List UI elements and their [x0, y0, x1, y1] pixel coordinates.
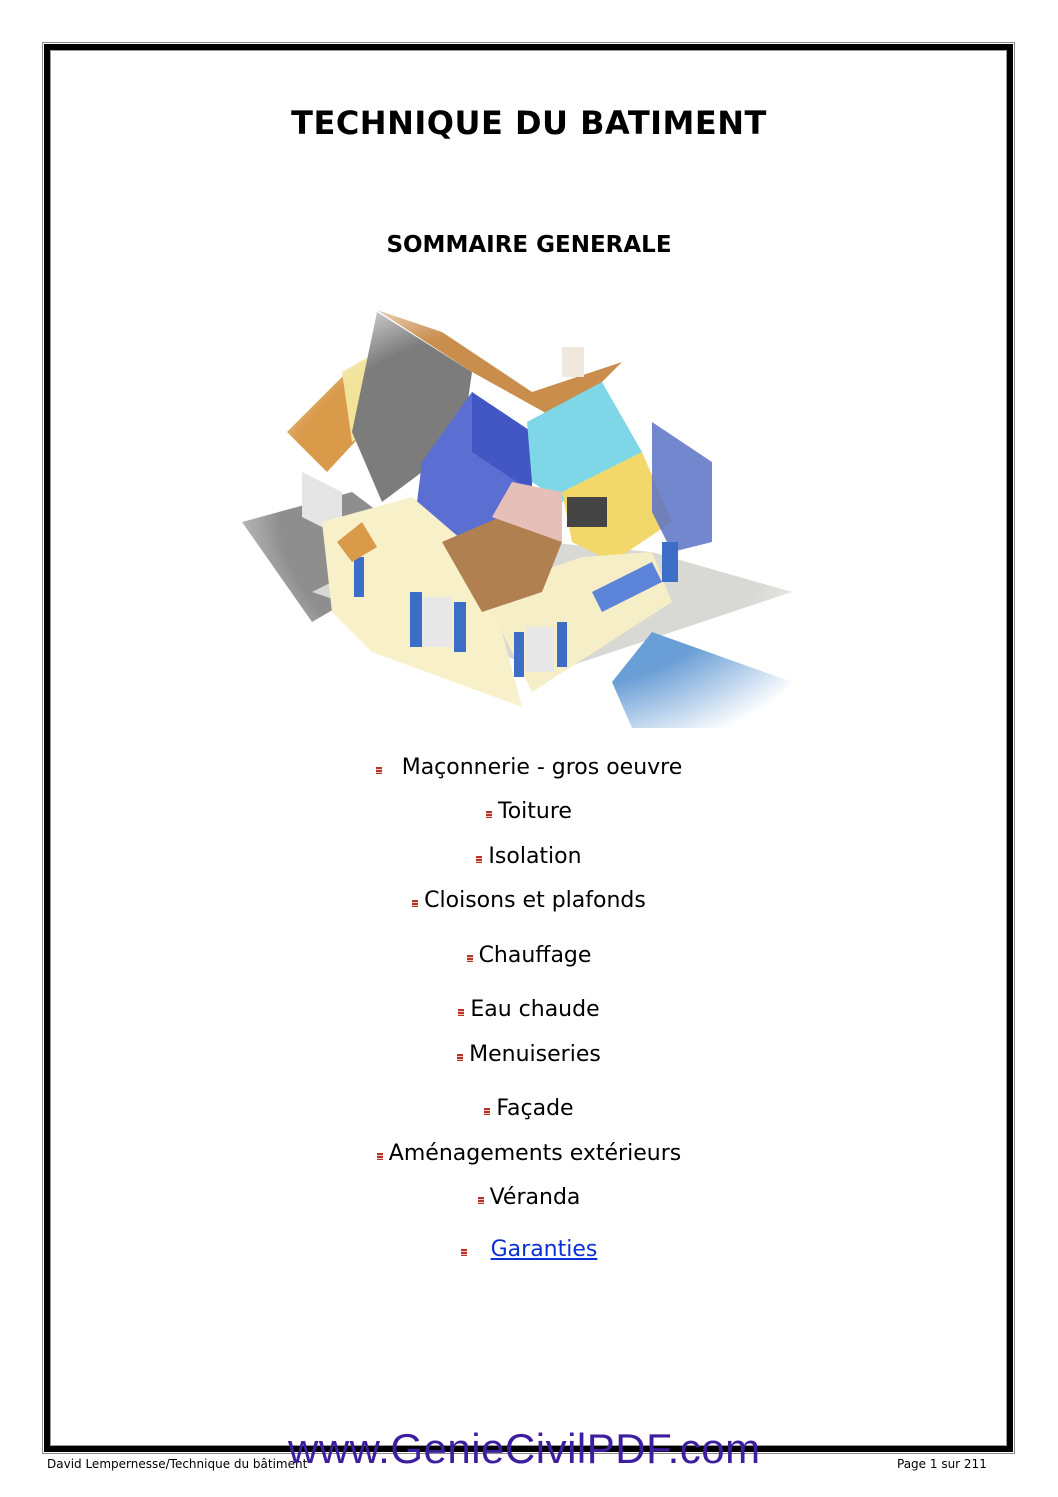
toc-item-facade[interactable]: [0, 1096, 1058, 1121]
toc-item-label: Menuiseries: [469, 1042, 601, 1067]
square-bullet-icon: [412, 900, 418, 907]
square-bullet-icon: [486, 811, 492, 818]
toc-item-isolation[interactable]: [0, 844, 1058, 869]
square-bullet-icon: [457, 1054, 463, 1061]
document-title: TECHNIQUE DU BATIMENT: [291, 104, 767, 142]
toc-item-chauffage[interactable]: [0, 943, 1058, 968]
footer-page-number: Page 1 sur 211: [897, 1457, 987, 1471]
garanties-link[interactable]: Garanties: [490, 1237, 598, 1262]
toc-item-menuiseries[interactable]: [0, 1042, 1058, 1067]
toc-item-label: Chauffage: [478, 943, 592, 968]
toc-item-label: Maçonnerie - gros oeuvre: [401, 755, 683, 780]
square-bullet-icon: [467, 955, 473, 962]
toc-item-label: Véranda: [489, 1185, 581, 1210]
square-bullet-icon: [377, 1153, 383, 1160]
toc-item-label: Toiture: [498, 799, 572, 824]
watermark-link[interactable]: www.GenieCivilPDF.com: [288, 1425, 761, 1472]
footer-author: David Lempernesse/Technique du bâtiment: [47, 1457, 308, 1471]
square-bullet-icon: [376, 767, 382, 774]
square-bullet-icon: [484, 1108, 490, 1115]
toc-item-label: Isolation: [488, 844, 582, 869]
toc-item-eau-chaude[interactable]: [0, 997, 1058, 1022]
toc-item-label: Façade: [496, 1096, 574, 1121]
square-bullet-icon: [476, 856, 482, 863]
toc-item-maconnerie[interactable]: [0, 755, 1058, 780]
square-bullet-icon: [458, 1009, 464, 1016]
house-cutaway-illustration: [232, 292, 828, 728]
toc-item-veranda[interactable]: [0, 1185, 1058, 1210]
square-bullet-icon: [461, 1249, 467, 1256]
toc-item-toiture[interactable]: [0, 799, 1058, 824]
document-subtitle: SOMMAIRE GENERALE: [386, 232, 672, 258]
square-bullet-icon: [478, 1197, 484, 1204]
toc-item-label: Aménagements extérieurs: [388, 1141, 682, 1166]
toc-item-label: Eau chaude: [470, 997, 600, 1022]
toc-item-cloisons-plafonds[interactable]: [0, 888, 1058, 913]
toc-item-label: Cloisons et plafonds: [424, 888, 646, 913]
toc-item-garanties[interactable]: [0, 1237, 1058, 1262]
toc-item-amenagements-exterieurs[interactable]: [0, 1141, 1058, 1166]
